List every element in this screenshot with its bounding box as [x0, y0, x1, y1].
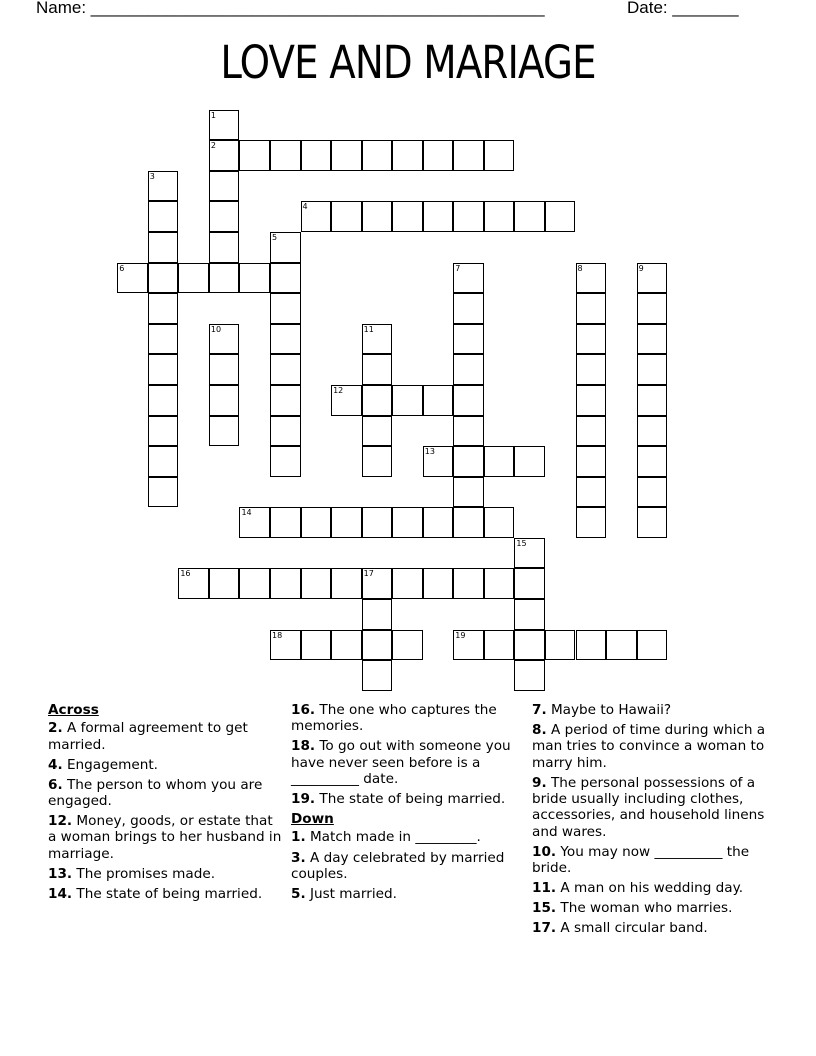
clue-number-label: 13. [48, 865, 73, 882]
clue-across-14 [48, 886, 284, 902]
crossword-cell[interactable] [484, 568, 515, 599]
crossword-cell[interactable] [270, 293, 301, 324]
crossword-cell[interactable] [301, 140, 332, 171]
crossword-cell[interactable] [239, 507, 270, 538]
crossword-cell[interactable] [576, 263, 607, 294]
crossword-cell[interactable] [270, 446, 301, 477]
clue-number-label: 15. [532, 900, 557, 917]
crossword-cell[interactable] [209, 232, 240, 263]
clue-number-label: 5. [291, 885, 306, 902]
crossword-cell[interactable] [453, 630, 484, 661]
clue-down-11 [532, 880, 768, 896]
clue-number-label: 7. [532, 702, 547, 718]
crossword-cell[interactable] [209, 140, 240, 171]
crossword-cell[interactable] [239, 263, 270, 294]
clue-down-5 [291, 886, 527, 902]
crossword-cell[interactable] [148, 354, 179, 385]
crossword-cell[interactable] [148, 477, 179, 508]
crossword-cell[interactable] [270, 568, 301, 599]
crossword-cell[interactable] [637, 263, 668, 294]
clue-text: The state of being married. [76, 885, 263, 902]
page-title: LOVE AND MARIAGE [220, 36, 596, 89]
crossword-cell[interactable] [270, 416, 301, 447]
crossword-cell[interactable] [148, 385, 179, 416]
clue-number: 17 [363, 569, 374, 579]
clue-number-label: 18. [291, 738, 316, 755]
clue-number-label: 14. [48, 885, 73, 902]
crossword-cell[interactable] [209, 416, 240, 447]
clue-text: Engagement. [66, 756, 158, 773]
crossword-cell[interactable] [362, 324, 393, 355]
crossword-cell[interactable] [209, 110, 240, 141]
clue-number: 5 [272, 233, 278, 243]
crossword-cell[interactable] [117, 263, 148, 294]
clue-down-1 [291, 829, 527, 845]
crossword-cell[interactable] [301, 201, 332, 232]
clue-down-15 [532, 900, 768, 916]
clues-column-1 [48, 702, 284, 906]
crossword-cell[interactable] [331, 201, 362, 232]
crossword-cell[interactable] [270, 232, 301, 263]
crossword-cell[interactable] [576, 630, 607, 661]
clue-text: A small circular band. [560, 920, 708, 937]
crossword-cell[interactable] [270, 385, 301, 416]
crossword-cell[interactable] [514, 538, 545, 569]
clue-text: Match made in _________. [309, 829, 481, 846]
clue-number: 10 [210, 324, 222, 334]
crossword-cell[interactable] [392, 201, 423, 232]
crossword-cell[interactable] [637, 293, 668, 324]
crossword-cell[interactable] [453, 568, 484, 599]
clue-number-label: 16. [291, 702, 316, 718]
crossword-cell[interactable] [423, 201, 454, 232]
name-field: Name: ________________________________________________ [36, 0, 545, 17]
clue-text: A day celebrated by married couples. [291, 849, 505, 882]
crossword-cell[interactable] [514, 568, 545, 599]
crossword-cell[interactable] [148, 293, 179, 324]
clue-down-3 [291, 850, 527, 883]
crossword-cell[interactable] [423, 140, 454, 171]
crossword-cell[interactable] [545, 201, 576, 232]
crossword-cell[interactable] [576, 416, 607, 447]
crossword-cell[interactable] [362, 507, 393, 538]
crossword-cell[interactable] [453, 263, 484, 294]
clue-number-label: 1. [291, 829, 306, 846]
crossword-cell[interactable] [239, 140, 270, 171]
crossword-cell[interactable] [331, 140, 362, 171]
crossword-cell[interactable] [423, 507, 454, 538]
crossword-cell[interactable] [637, 477, 668, 508]
crossword-cell[interactable] [362, 140, 393, 171]
crossword-cell[interactable] [637, 630, 668, 661]
clue-across-16 [291, 702, 527, 735]
clue-down-9 [532, 775, 768, 840]
crossword-cell[interactable] [362, 416, 393, 447]
clue-number-label: 4. [48, 756, 63, 773]
crossword-cell[interactable] [637, 324, 668, 355]
crossword-cell[interactable] [576, 477, 607, 508]
crossword-cell[interactable] [301, 507, 332, 538]
crossword-cell[interactable] [484, 630, 515, 661]
crossword-cell[interactable] [331, 385, 362, 416]
clue-number: 13 [424, 447, 435, 457]
crossword-cell[interactable] [637, 416, 668, 447]
clue-text: You may now __________ the bride. [532, 843, 750, 877]
crossword-cell[interactable] [453, 416, 484, 447]
crossword-cell[interactable] [576, 354, 607, 385]
crossword-cell[interactable] [209, 263, 240, 294]
crossword-cell[interactable] [423, 446, 454, 477]
crossword-cell[interactable] [239, 568, 270, 599]
clue-number-label: 11. [532, 880, 557, 897]
clue-across-4 [48, 757, 284, 773]
clue-number: 3 [149, 171, 155, 181]
crossword-cell[interactable] [270, 354, 301, 385]
crossword-cell[interactable] [178, 263, 209, 294]
clues-column-3 [532, 702, 768, 940]
clue-number: 16 [180, 569, 191, 579]
crossword-cell[interactable] [148, 324, 179, 355]
clue-across-18 [291, 738, 527, 787]
crossword-cell[interactable] [148, 446, 179, 477]
crossword-cell[interactable] [576, 293, 607, 324]
clue-text: The promises made. [76, 865, 216, 882]
crossword-cell[interactable] [514, 599, 545, 630]
clue-number: 19 [455, 630, 466, 640]
crossword-cell[interactable] [392, 140, 423, 171]
clue-text: Just married. [309, 885, 397, 902]
crossword-cell[interactable] [637, 446, 668, 477]
crossword-cell[interactable] [453, 293, 484, 324]
crossword-cell[interactable] [362, 630, 393, 661]
clue-number: 14 [241, 508, 252, 518]
crossword-cell[interactable] [423, 385, 454, 416]
clue-text: Money, goods, or estate that a woman brings to her husband in marriage. [48, 813, 282, 862]
clue-number: 18 [272, 630, 283, 640]
crossword-cell[interactable] [484, 446, 515, 477]
crossword-cell[interactable] [148, 416, 179, 447]
clue-number: 1 [210, 110, 216, 120]
crossword-cell[interactable] [576, 446, 607, 477]
clue-text: The state of being married. [319, 791, 506, 808]
crossword-cell[interactable] [514, 630, 545, 661]
clue-text: A formal agreement to get married. [48, 720, 248, 753]
clue-number-label: 17. [532, 920, 557, 937]
crossword-cell[interactable] [453, 446, 484, 477]
crossword-cell[interactable] [148, 171, 179, 202]
crossword-cell[interactable] [148, 201, 179, 232]
down-heading: Down [291, 811, 334, 828]
clue-text: The one who captures the memories. [291, 702, 497, 735]
clue-across-12 [48, 813, 284, 862]
clue-across-13 [48, 866, 284, 882]
clue-text: The woman who marries. [560, 900, 733, 917]
clue-number: 7 [455, 263, 461, 273]
crossword-cell[interactable] [453, 477, 484, 508]
crossword-cell[interactable] [514, 446, 545, 477]
crossword-cell[interactable] [637, 354, 668, 385]
clue-number: 2 [210, 141, 216, 151]
clue-down-7 [532, 702, 768, 718]
across-heading: Across [48, 702, 99, 718]
clue-text: The personal possessions of a bride usually including clothes, accessories, and household linens and wares. [532, 774, 765, 840]
crossword-cell[interactable] [362, 568, 393, 599]
crossword-cell[interactable] [453, 507, 484, 538]
crossword-cell[interactable] [301, 630, 332, 661]
crossword-cell[interactable] [637, 385, 668, 416]
crossword-cell[interactable] [270, 140, 301, 171]
crossword-cell[interactable] [209, 385, 240, 416]
crossword-cell[interactable] [392, 507, 423, 538]
clue-text: Maybe to Hawaii? [550, 702, 672, 718]
clue-number: 15 [516, 538, 527, 548]
crossword-cell[interactable] [453, 140, 484, 171]
crossword-cell[interactable] [453, 201, 484, 232]
crossword-cell[interactable] [392, 385, 423, 416]
crossword-cell[interactable] [270, 263, 301, 294]
crossword-cell[interactable] [362, 660, 393, 691]
clue-number-label: 8. [532, 722, 547, 739]
crossword-cell[interactable] [576, 507, 607, 538]
clue-down-17 [532, 920, 768, 936]
clue-down-10 [532, 844, 768, 877]
crossword-cell[interactable] [301, 568, 332, 599]
clue-number: 11 [363, 324, 374, 334]
crossword-cell[interactable] [270, 507, 301, 538]
clues-column-2 [291, 702, 527, 906]
crossword-cell[interactable] [576, 324, 607, 355]
crossword-cell[interactable] [270, 324, 301, 355]
clue-text: To go out with someone you have never seen before is a __________ date. [291, 738, 511, 787]
crossword-cell[interactable] [484, 140, 515, 171]
clue-number: 8 [577, 263, 583, 273]
clue-number: 4 [302, 202, 308, 212]
clue-text: The person to whom you are engaged. [48, 776, 263, 810]
clue-across-2 [48, 720, 284, 753]
clue-number-label: 2. [48, 720, 63, 737]
crossword-cell[interactable] [392, 568, 423, 599]
crossword-cell[interactable] [362, 446, 393, 477]
crossword-cell[interactable] [484, 507, 515, 538]
clue-text: A man on his wedding day. [560, 880, 744, 897]
crossword-cell[interactable] [209, 324, 240, 355]
clue-number-label: 19. [291, 791, 316, 808]
crossword-cell[interactable] [606, 630, 637, 661]
crossword-cell[interactable] [362, 385, 393, 416]
crossword-cell[interactable] [362, 599, 393, 630]
crossword-cell[interactable] [148, 232, 179, 263]
crossword-cell[interactable] [362, 201, 393, 232]
clue-number: 9 [638, 263, 644, 273]
clue-number-label: 3. [291, 849, 306, 866]
crossword-cell[interactable] [576, 385, 607, 416]
crossword-cell[interactable] [331, 507, 362, 538]
clue-number: 6 [119, 263, 125, 273]
clue-number-label: 9. [532, 774, 547, 791]
crossword-cell[interactable] [270, 630, 301, 661]
clue-number-label: 6. [48, 776, 63, 793]
crossword-cell[interactable] [484, 201, 515, 232]
crossword-cell[interactable] [545, 630, 576, 661]
crossword-cell[interactable] [453, 385, 484, 416]
crossword-cell[interactable] [178, 568, 209, 599]
crossword-cell[interactable] [148, 263, 179, 294]
clue-number-label: 10. [532, 843, 557, 860]
crossword-cell[interactable] [453, 324, 484, 355]
date-field: Date: _______ [627, 0, 739, 17]
clue-number: 12 [333, 385, 344, 395]
clue-across-19 [291, 791, 527, 807]
clue-number-label: 12. [48, 813, 73, 830]
crossword-cell[interactable] [209, 354, 240, 385]
crossword-cell[interactable] [514, 201, 545, 232]
clue-down-8 [532, 722, 768, 771]
clue-across-6 [48, 777, 284, 810]
crossword-cell[interactable] [331, 568, 362, 599]
crossword-cell[interactable] [392, 630, 423, 661]
crossword-cell[interactable] [514, 660, 545, 691]
clue-text: A period of time during which a man tries to convince a woman to marry him. [532, 722, 766, 771]
crossword-cell[interactable] [209, 201, 240, 232]
crossword-cell[interactable] [453, 354, 484, 385]
crossword-cell[interactable] [362, 354, 393, 385]
crossword-cell[interactable] [423, 568, 454, 599]
crossword-cell[interactable] [331, 630, 362, 661]
crossword-cell[interactable] [637, 507, 668, 538]
crossword-cell[interactable] [209, 568, 240, 599]
crossword-cell[interactable] [209, 171, 240, 202]
